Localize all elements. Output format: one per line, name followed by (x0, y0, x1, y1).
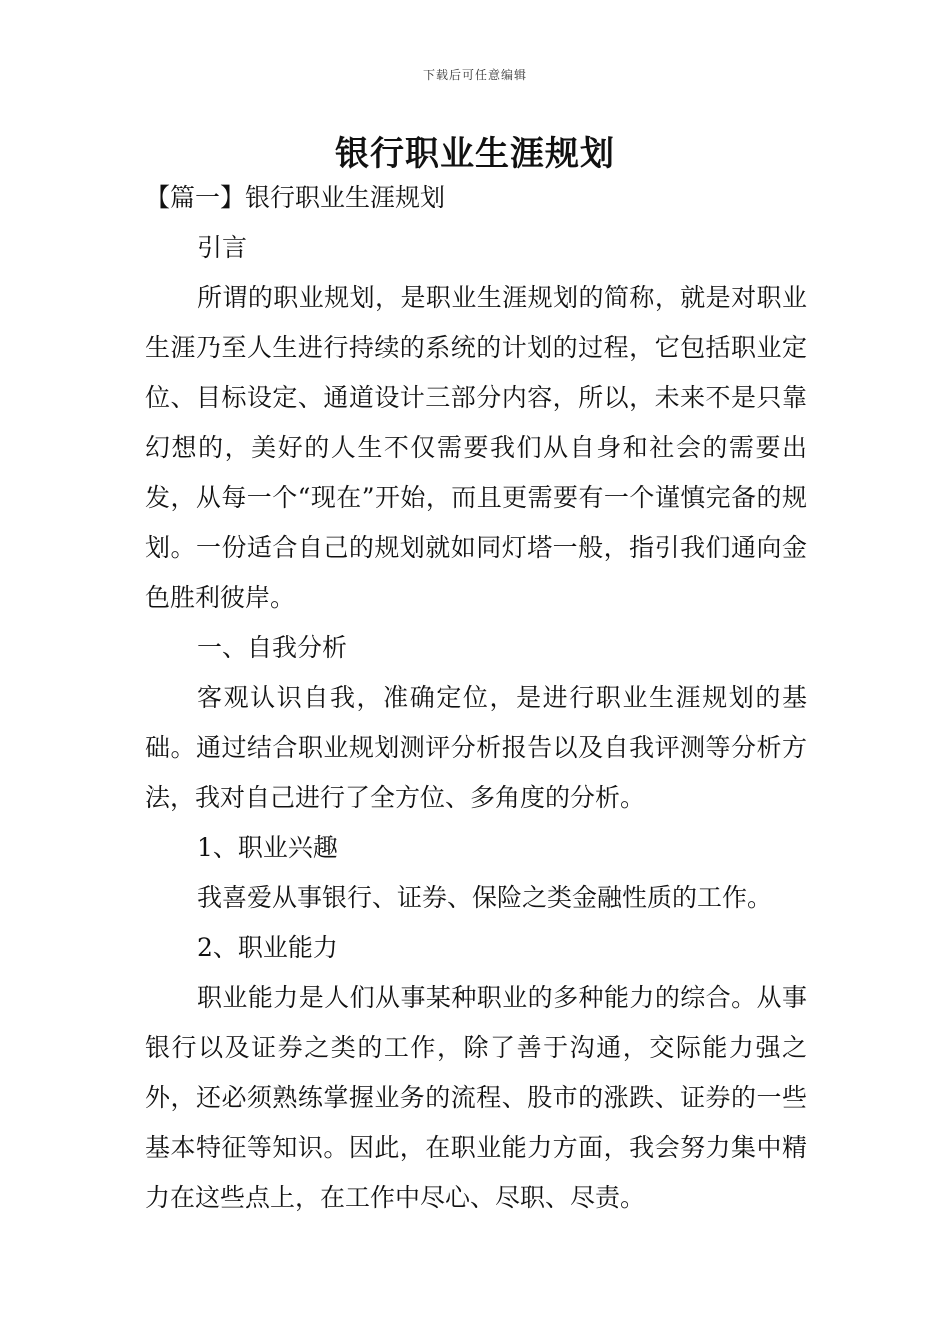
paragraph-self-analysis: 客观认识自我，准确定位，是进行职业生涯规划的基础。通过结合职业规划测评分析报告以及自我评测等分析方法，我对自己进行了全方位、多角度的分析。 (145, 683, 807, 812)
paragraph-ability-heading: 2、职业能力 (197, 933, 338, 962)
paragraph-interest-heading: 1、职业兴趣 (197, 833, 338, 862)
header-note: 下载后可任意编辑 (422, 68, 527, 82)
paragraph-interest: 我喜爱从事银行、证券、保险之类金融性质的工作。 (197, 883, 773, 912)
document-title: 银行职业生涯规划 (335, 134, 615, 174)
paragraph-intro: 所谓的职业规划，是职业生涯规划的简称，就是对职业生涯乃至人生进行持续的系统的计划的过程，它包括职业定位、目标设定、通道设计三部分内容，所以，未来不是只靠幻想的，美好的人生不仅需要我们从自身和社会的需要出发，从每一个“现在”开始，而且更需要有一个谨慎完备的规划。一份适合自己的规划就如同灯塔一般，指引我们通向金色胜利彼岸。 (145, 283, 807, 612)
paragraph-self-analysis-heading: 一、自我分析 (197, 633, 348, 662)
paragraph-intro-label: 引言 (197, 233, 248, 262)
paragraph-ability: 职业能力是人们从事某种职业的多种能力的综合。从事银行以及证券之类的工作，除了善于沟通，交际能力强之外，还必须熟练掌握业务的流程、股市的涨跌、证券的一些基本特征等知识。因此，在职业能力方面，我会努力集中精力在这些点上，在工作中尽心、尽职、尽责。 (145, 983, 807, 1212)
document-body (145, 173, 807, 1223)
section-heading: 【篇一】银行职业生涯规划 (145, 183, 446, 212)
